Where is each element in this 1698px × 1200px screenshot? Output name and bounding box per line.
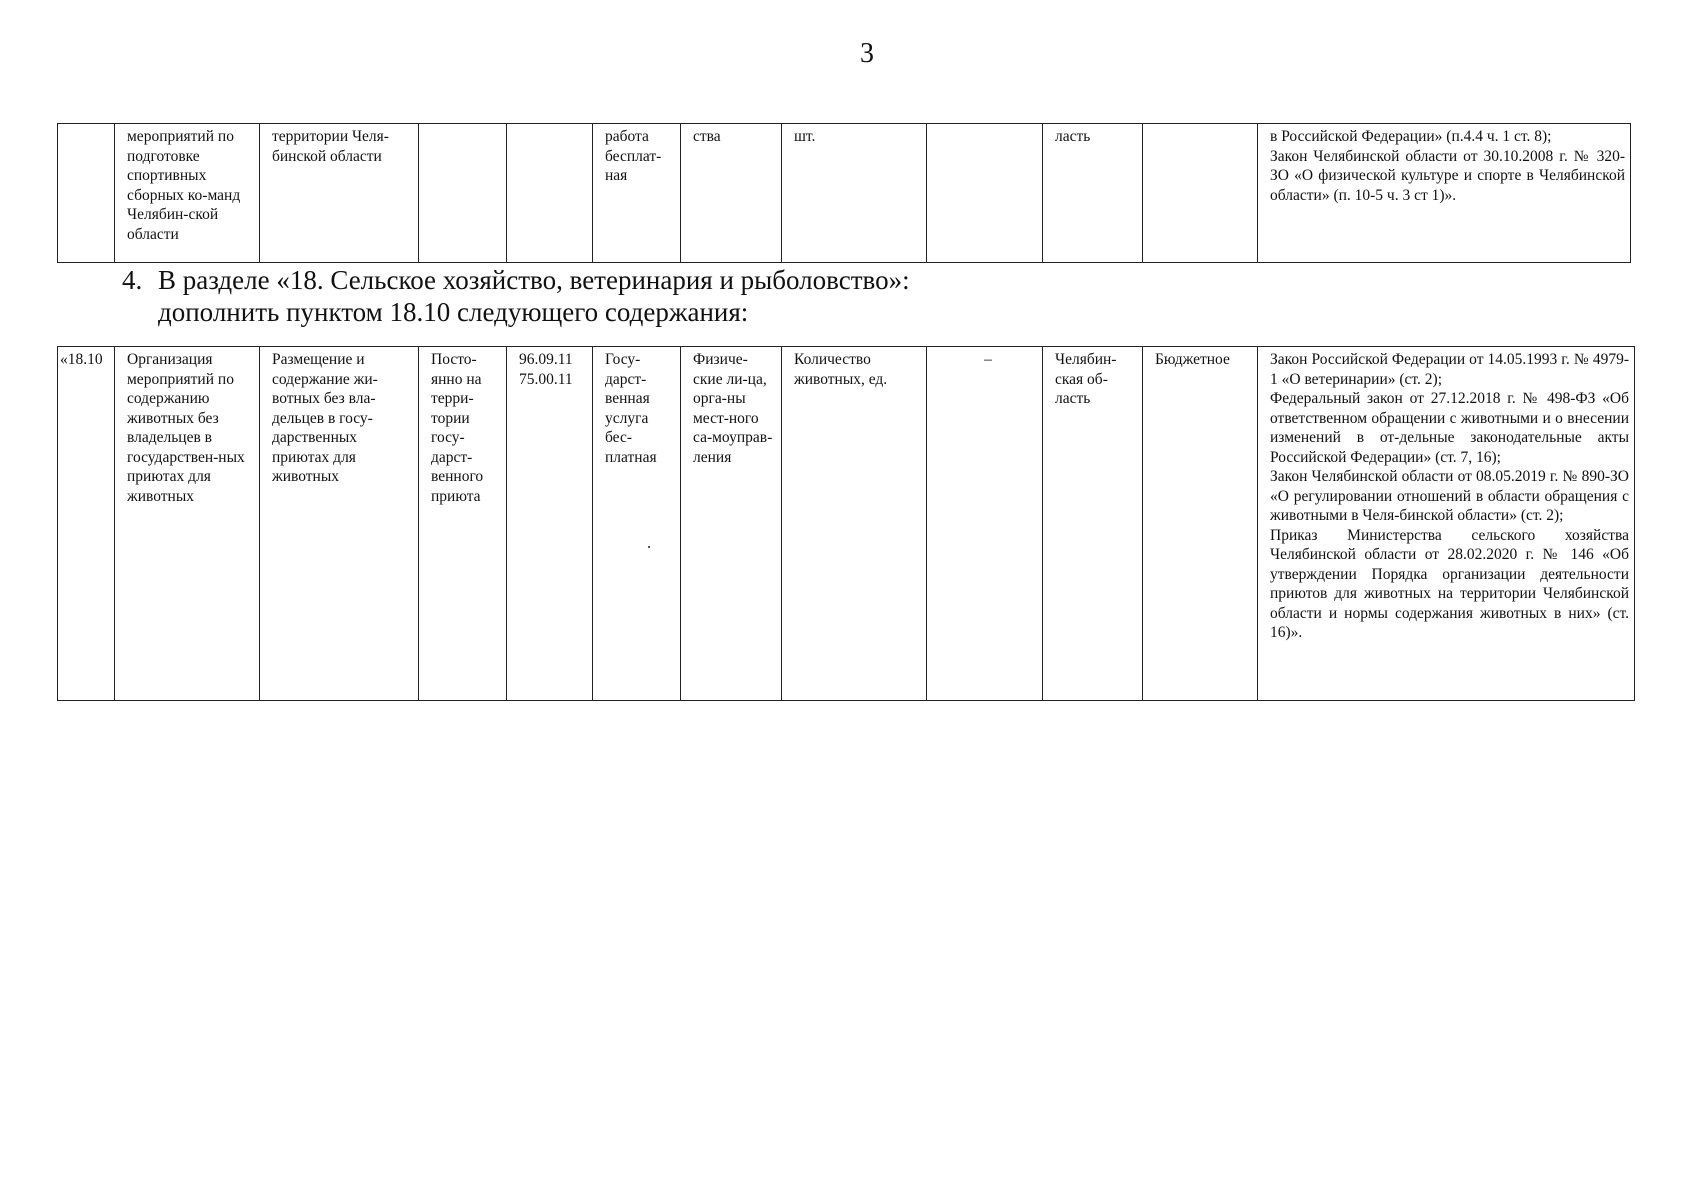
cell-quality: –: [927, 347, 1043, 701]
page-number: 3: [860, 38, 874, 69]
cell-consumers: Физиче-ские ли-ца, орга-ны мест-ного са-моуправ-ления: [681, 347, 782, 701]
legal-ref: Приказ Министерства сельского хозяйства Челябинской области от 28.02.2020 г. № 146 «Об утверждении Порядка организации деятельности приютов для животных на территории Челябинской области и нормы содержания животных в них» (ст. 16)».: [1270, 526, 1629, 641]
cell-number: [58, 124, 115, 263]
cell-activity: Организация мероприятий по содержанию животных без владельцев в государствен-ных приютах для животных: [115, 347, 260, 701]
table-row: [58, 124, 1631, 263]
cell-legal-basis: [1258, 124, 1631, 263]
cell-number: «18.10: [58, 347, 115, 701]
legal-ref: Закон Челябинской области от 30.10.2008 г. № 320-ЗО «О физической культуре и спорте в Челябинской области» (п. 10-5 ч. 3 ст 1)».: [1270, 147, 1625, 204]
new-item-table: [57, 346, 1635, 701]
section-number: 4.: [122, 265, 143, 295]
cell-type: работа бесплат-ная: [593, 124, 681, 263]
cell-legal-basis: [1258, 347, 1635, 701]
cell-quality: [927, 124, 1043, 263]
continued-registry-table: [57, 123, 1631, 263]
cell-type: Госу-дарст-венная услуга бес-платная: [593, 347, 681, 701]
cell-owner: Челябин-ская об-ласть: [1043, 347, 1143, 701]
cell-place: Посто-янно на терри-тории госу-дарст-венного приюта: [419, 347, 507, 701]
legal-ref: Федеральный закон от 27.12.2018 г. № 498-ФЗ «Об ответственном обращении с животными и о внесении изменений в от-дельные законодательные акты Российской Федерации» (ст. 7, 16);: [1270, 390, 1629, 466]
cell-indicator: Количество животных, ед.: [782, 347, 927, 701]
scan-artifact: [648, 546, 650, 548]
cell-codes: [507, 124, 593, 263]
cell-owner: ласть: [1043, 124, 1143, 263]
legal-ref: Закон Российской Федерации от 14.05.1993 г. № 4979-1 «О ветеринарии» (ст. 2);: [1270, 351, 1629, 388]
section-heading-line2: дополнить пунктом 18.10 следующего содержания:: [158, 297, 749, 327]
cell-consumers: ства: [681, 124, 782, 263]
table-row: [58, 347, 1635, 701]
cell-codes: 96.09.11 75.00.11: [507, 347, 593, 701]
cell-activity: мероприятий по подготовке спортивных сборных ко-манд Челябин-ской области: [115, 124, 260, 263]
legal-ref: Закон Челябинской области от 08.05.2019 г. № 890-ЗО «О регулировании отношений в области обращения с животными в Челя-бинской области» (ст. 2);: [1270, 468, 1629, 524]
cell-content: территории Челя-бинской области: [260, 124, 419, 263]
section-heading-line1: В разделе «18. Сельское хозяйство, ветеринария и рыболовство»:: [158, 265, 910, 295]
cell-place: [419, 124, 507, 263]
cell-institution-type: [1143, 124, 1258, 263]
cell-indicator: шт.: [782, 124, 927, 263]
cell-content: Размещение и содержание жи-вотных без вла-дельцев в госу-дарственных приютах для животных: [260, 347, 419, 701]
legal-ref: в Российской Федерации» (п.4.4 ч. 1 ст. 8);: [1270, 128, 1552, 145]
cell-institution-type: Бюджетное: [1143, 347, 1258, 701]
section-heading: [122, 264, 910, 328]
